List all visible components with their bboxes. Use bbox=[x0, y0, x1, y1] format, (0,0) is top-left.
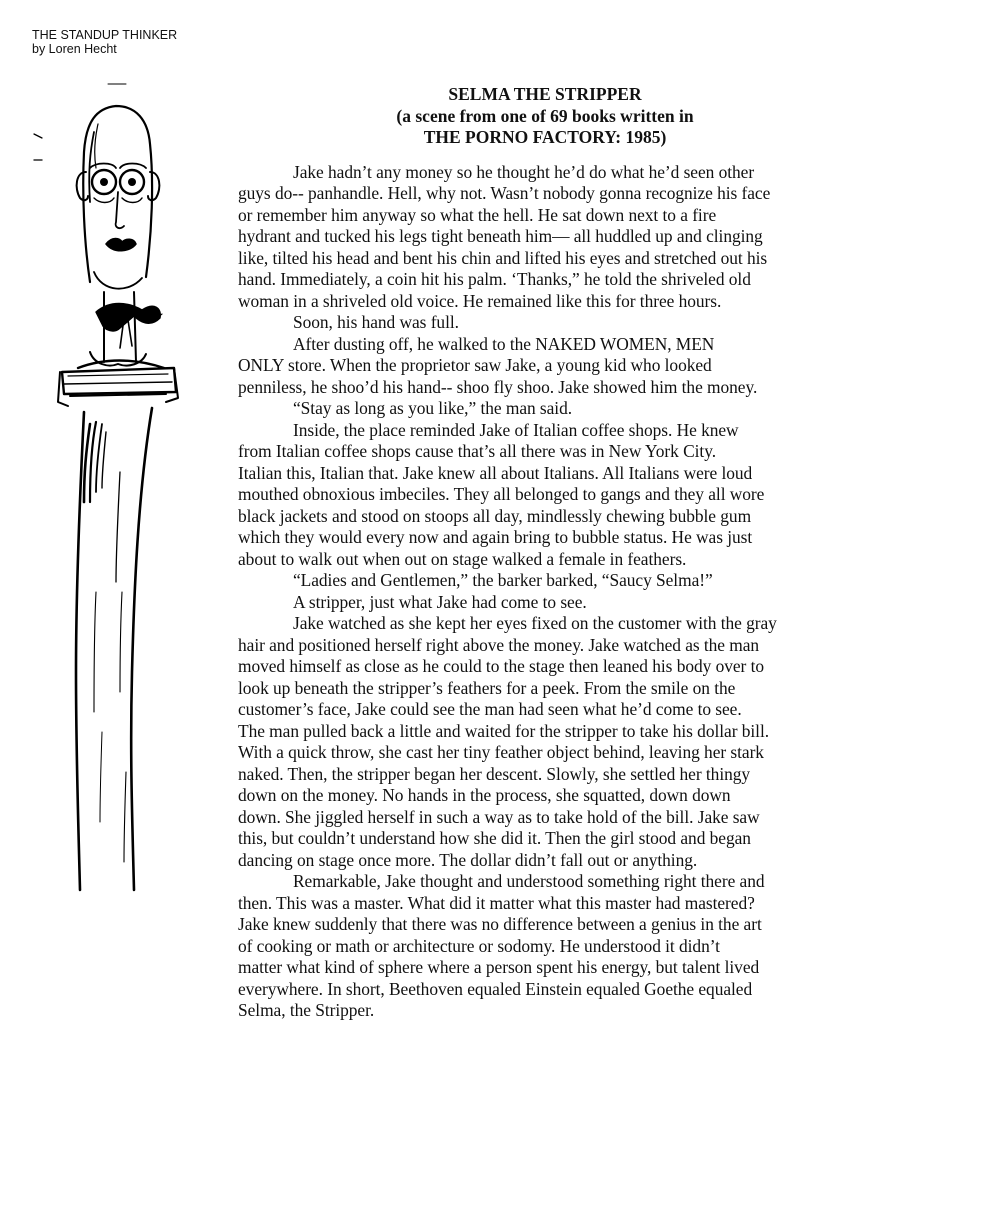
body-line: or remember him anyway so what the hell. He sat down next to a fire bbox=[238, 204, 717, 225]
article-title bbox=[252, 84, 838, 149]
body-line: hand. Immediately, a coin hit his palm. ‘Thanks,” he told the shriveled old bbox=[238, 269, 751, 289]
body-line: A stripper, just what Jake had come to see. bbox=[293, 591, 587, 612]
body-line: about to walk out when out on stage walked a female in feathers. bbox=[238, 548, 687, 569]
body-line: Selma, the Stripper. bbox=[238, 1000, 375, 1020]
masthead bbox=[32, 28, 177, 56]
body-line: like, tilted his head and bent his chin and lifted his eyes and stretched out his bbox=[238, 247, 768, 268]
body-line: Jake hadn’t any money so he thought he’d do what he’d seen other bbox=[293, 161, 755, 182]
body-line: of cooking or math or architecture or sodomy. He understood it didn’t bbox=[238, 935, 720, 956]
body-line: hair and positioned herself right above the money. Jake watched as the man bbox=[238, 634, 760, 655]
subtitle-line: (a scene from one of 69 books written in bbox=[396, 105, 694, 126]
title-line: SELMA THE STRIPPER bbox=[448, 84, 642, 104]
article bbox=[238, 84, 838, 1022]
body-line: woman in a shriveled old voice. He remained like this for three hours. bbox=[238, 290, 722, 311]
body-line: down on the money. No hands in the process, she squatted, down down bbox=[238, 785, 731, 805]
body-line: “Ladies and Gentlemen,” the barker barked, “Saucy Selma!” bbox=[293, 570, 713, 590]
body-line: Italian this, Italian that. Jake knew all about Italians. All Italians were loud bbox=[238, 462, 753, 483]
body-line: Jake knew suddenly that there was no difference between a genius in the art bbox=[238, 914, 762, 934]
body-line: naked. Then, the stripper began her descent. Slowly, she settled her thingy bbox=[238, 763, 751, 784]
body-line: black jackets and stood on stoops all day, mindlessly chewing bubble gum bbox=[238, 505, 752, 526]
body-line: “Stay as long as you like,” the man said. bbox=[293, 398, 573, 418]
subtitle-line: THE PORNO FACTORY: 1985) bbox=[423, 127, 667, 147]
body-line: down. She jiggled herself in such a way as to take hold of the bill. Jake saw bbox=[238, 806, 760, 827]
body-line: Soon, his hand was full. bbox=[293, 312, 459, 332]
body-line: penniless, he shoo’d his hand-- shoo fly shoo. Jake showed him the money. bbox=[238, 376, 758, 397]
body-line: hydrant and tucked his legs tight beneath him— all huddled up and clinging bbox=[238, 226, 763, 246]
body-line: Remarkable, Jake thought and understood something right there and bbox=[293, 871, 765, 891]
body-line: from Italian coffee shops cause that’s all there was in New York City. bbox=[238, 441, 717, 461]
body-line: dancing on stage once more. The dollar didn’t fall out or anything. bbox=[238, 849, 698, 870]
body-line: everywhere. In short, Beethoven equaled Einstein equaled Goethe equaled bbox=[238, 978, 753, 999]
body-line: The man pulled back a little and waited for the stripper to take his dollar bill. bbox=[238, 720, 770, 741]
body-line: moved himself as close as he could to the stage then leaned his body over to bbox=[238, 656, 764, 676]
body-line: guys do-- panhandle. Hell, why not. Wasn’t nobody gonna recognize his face bbox=[238, 183, 771, 203]
body-line: ONLY store. When the proprietor saw Jake, a young kid who looked bbox=[238, 355, 712, 375]
body-line: Jake watched as she kept her eyes fixed on the customer with the gray bbox=[293, 613, 777, 633]
body-line: mouthed obnoxious imbeciles. They all belonged to gangs and they all wore bbox=[238, 484, 765, 504]
body-line: matter what kind of sphere where a person spent his energy, but talent lived bbox=[238, 957, 760, 977]
body-line: Inside, the place reminded Jake of Italian coffee shops. He knew bbox=[293, 419, 739, 440]
elongated-figure-illustration bbox=[24, 72, 184, 902]
byline: by Loren Hecht bbox=[32, 42, 117, 56]
column-name: THE STANDUP THINKER bbox=[32, 28, 178, 42]
body-line: After dusting off, he walked to the NAKED WOMEN, MEN bbox=[293, 333, 715, 354]
body-line: look up beneath the stripper’s feathers for a peek. From the smile on the bbox=[238, 677, 736, 698]
article-body bbox=[238, 162, 838, 1022]
body-line: customer’s face, Jake could see the man had seen what he’d come to see. bbox=[238, 699, 742, 719]
body-line: this, but couldn’t understand how she did it. Then the girl stood and began bbox=[238, 828, 751, 848]
body-line: then. This was a master. What did it matter what this master had mastered? bbox=[238, 892, 755, 913]
body-line: which they would every now and again bring to bubble status. He was just bbox=[238, 527, 753, 547]
body-line: With a quick throw, she cast her tiny feather object behind, leaving her stark bbox=[238, 742, 764, 762]
